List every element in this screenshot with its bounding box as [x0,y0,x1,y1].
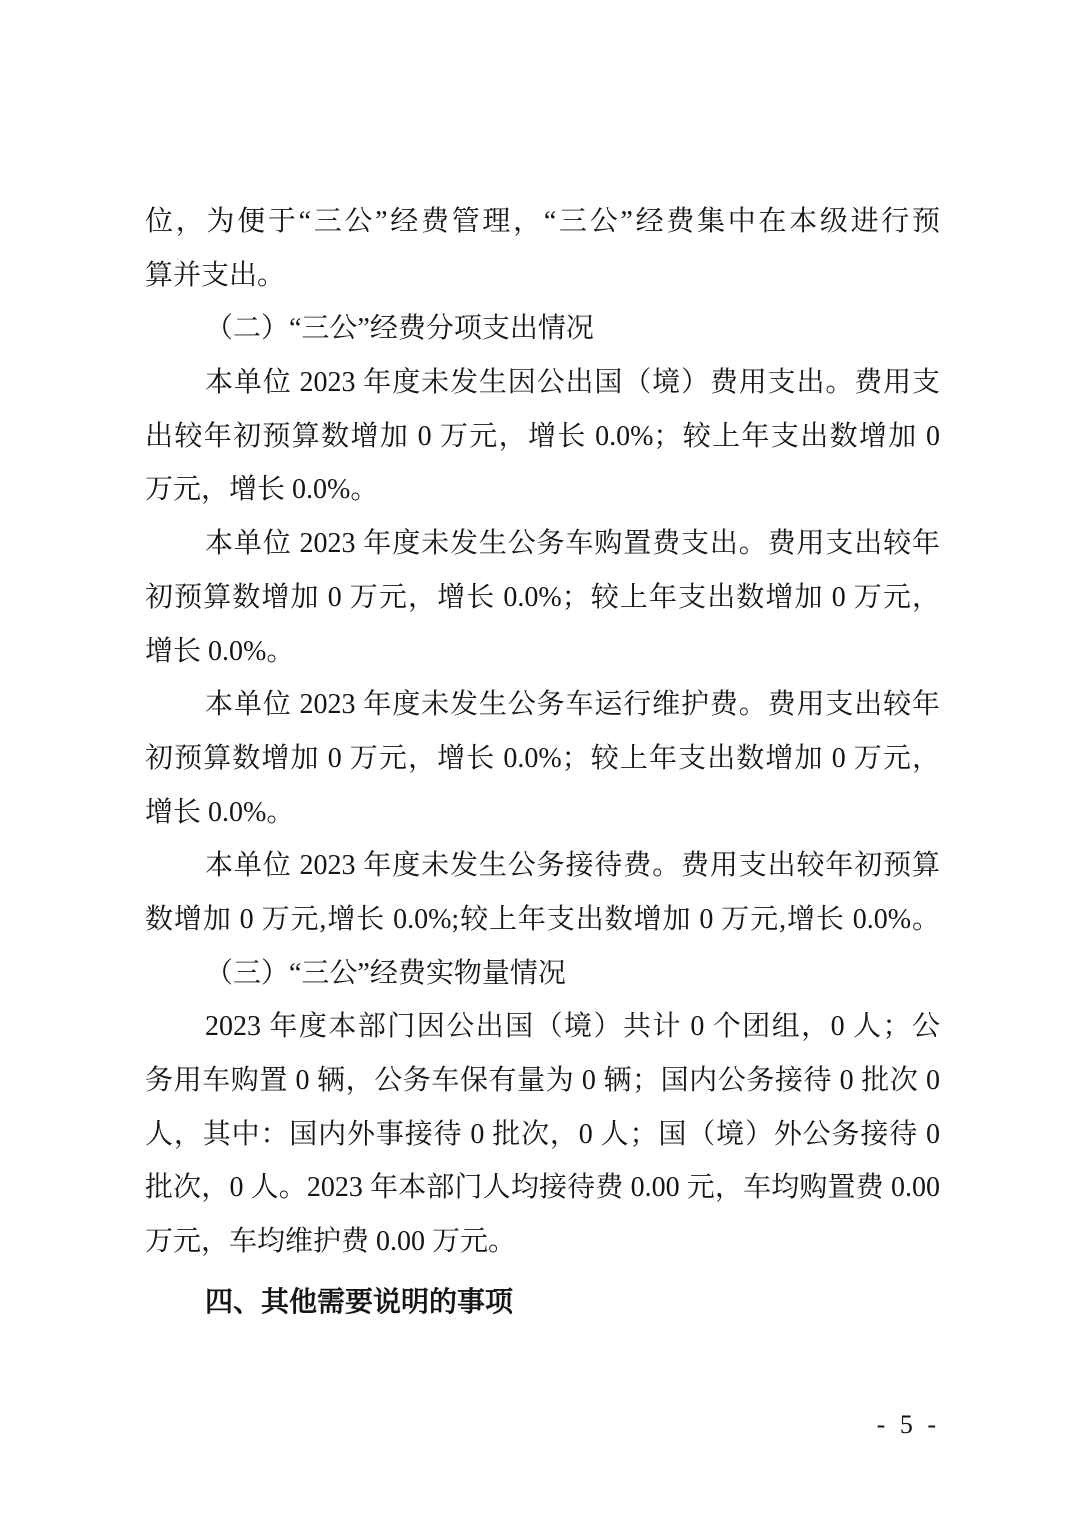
paragraph-line: 算并支出。 [145,259,286,291]
paragraph-line: 增长 0.0%。 [145,796,295,828]
subsection-heading-three: （三）“三公”经费实物量情况 [205,957,566,989]
paragraph-line: 人，其中：国内外事接待 0 批次，0 人；国（境）外公务接待 0 [145,1118,940,1150]
paragraph-line: 本单位 2023 年度未发生公务车运行维护费。费用支出较年 [205,689,940,721]
subsection-heading-two: （二）“三公”经费分项支出情况 [205,313,594,345]
document-body [145,195,940,1329]
paragraph-line: 本单位 2023 年度未发生公务接待费。费用支出较年初预算 [205,850,940,882]
paragraph-line: 数增加 0 万元,增长 0.0%;较上年支出数增加 0 万元,增长 0.0%。 [145,903,940,935]
paragraph-line: 万元，增长 0.0%。 [145,474,379,506]
paragraph-line: 万元，车均维护费 0.00 万元。 [145,1226,517,1258]
paragraph-line: 出较年初预算数增加 0 万元，增长 0.0%；较上年支出数增加 0 [145,420,940,452]
paragraph-line: 本单位 2023 年度未发生公务车购置费支出。费用支出较年 [205,528,940,560]
section-heading-four: 四、其他需要说明的事项 [205,1286,514,1318]
paragraph-line: 批次，0 人。2023 年本部门人均接待费 0.00 元，车均购置费 0.00 [145,1172,940,1204]
page-number: - 5 - [876,1410,940,1439]
paragraph-line: 初预算数增加 0 万元，增长 0.0%；较上年支出数增加 0 万元， [145,581,940,613]
paragraph-line: 2023 年度本部门因公出国（境）共计 0 个团组，0 人；公 [205,1011,940,1043]
paragraph-line: 位，为便于“三公”经费管理，“三公”经费集中在本级进行预 [145,206,940,237]
paragraph-line: 初预算数增加 0 万元，增长 0.0%；较上年支出数增加 0 万元， [145,742,940,774]
paragraph-line: 务用车购置 0 辆，公务车保有量为 0 辆；国内公务接待 0 批次 0 [145,1065,940,1096]
paragraph-line: 增长 0.0%。 [145,635,295,667]
paragraph-line: 本单位 2023 年度未发生因公出国（境）费用支出。费用支 [205,367,940,399]
